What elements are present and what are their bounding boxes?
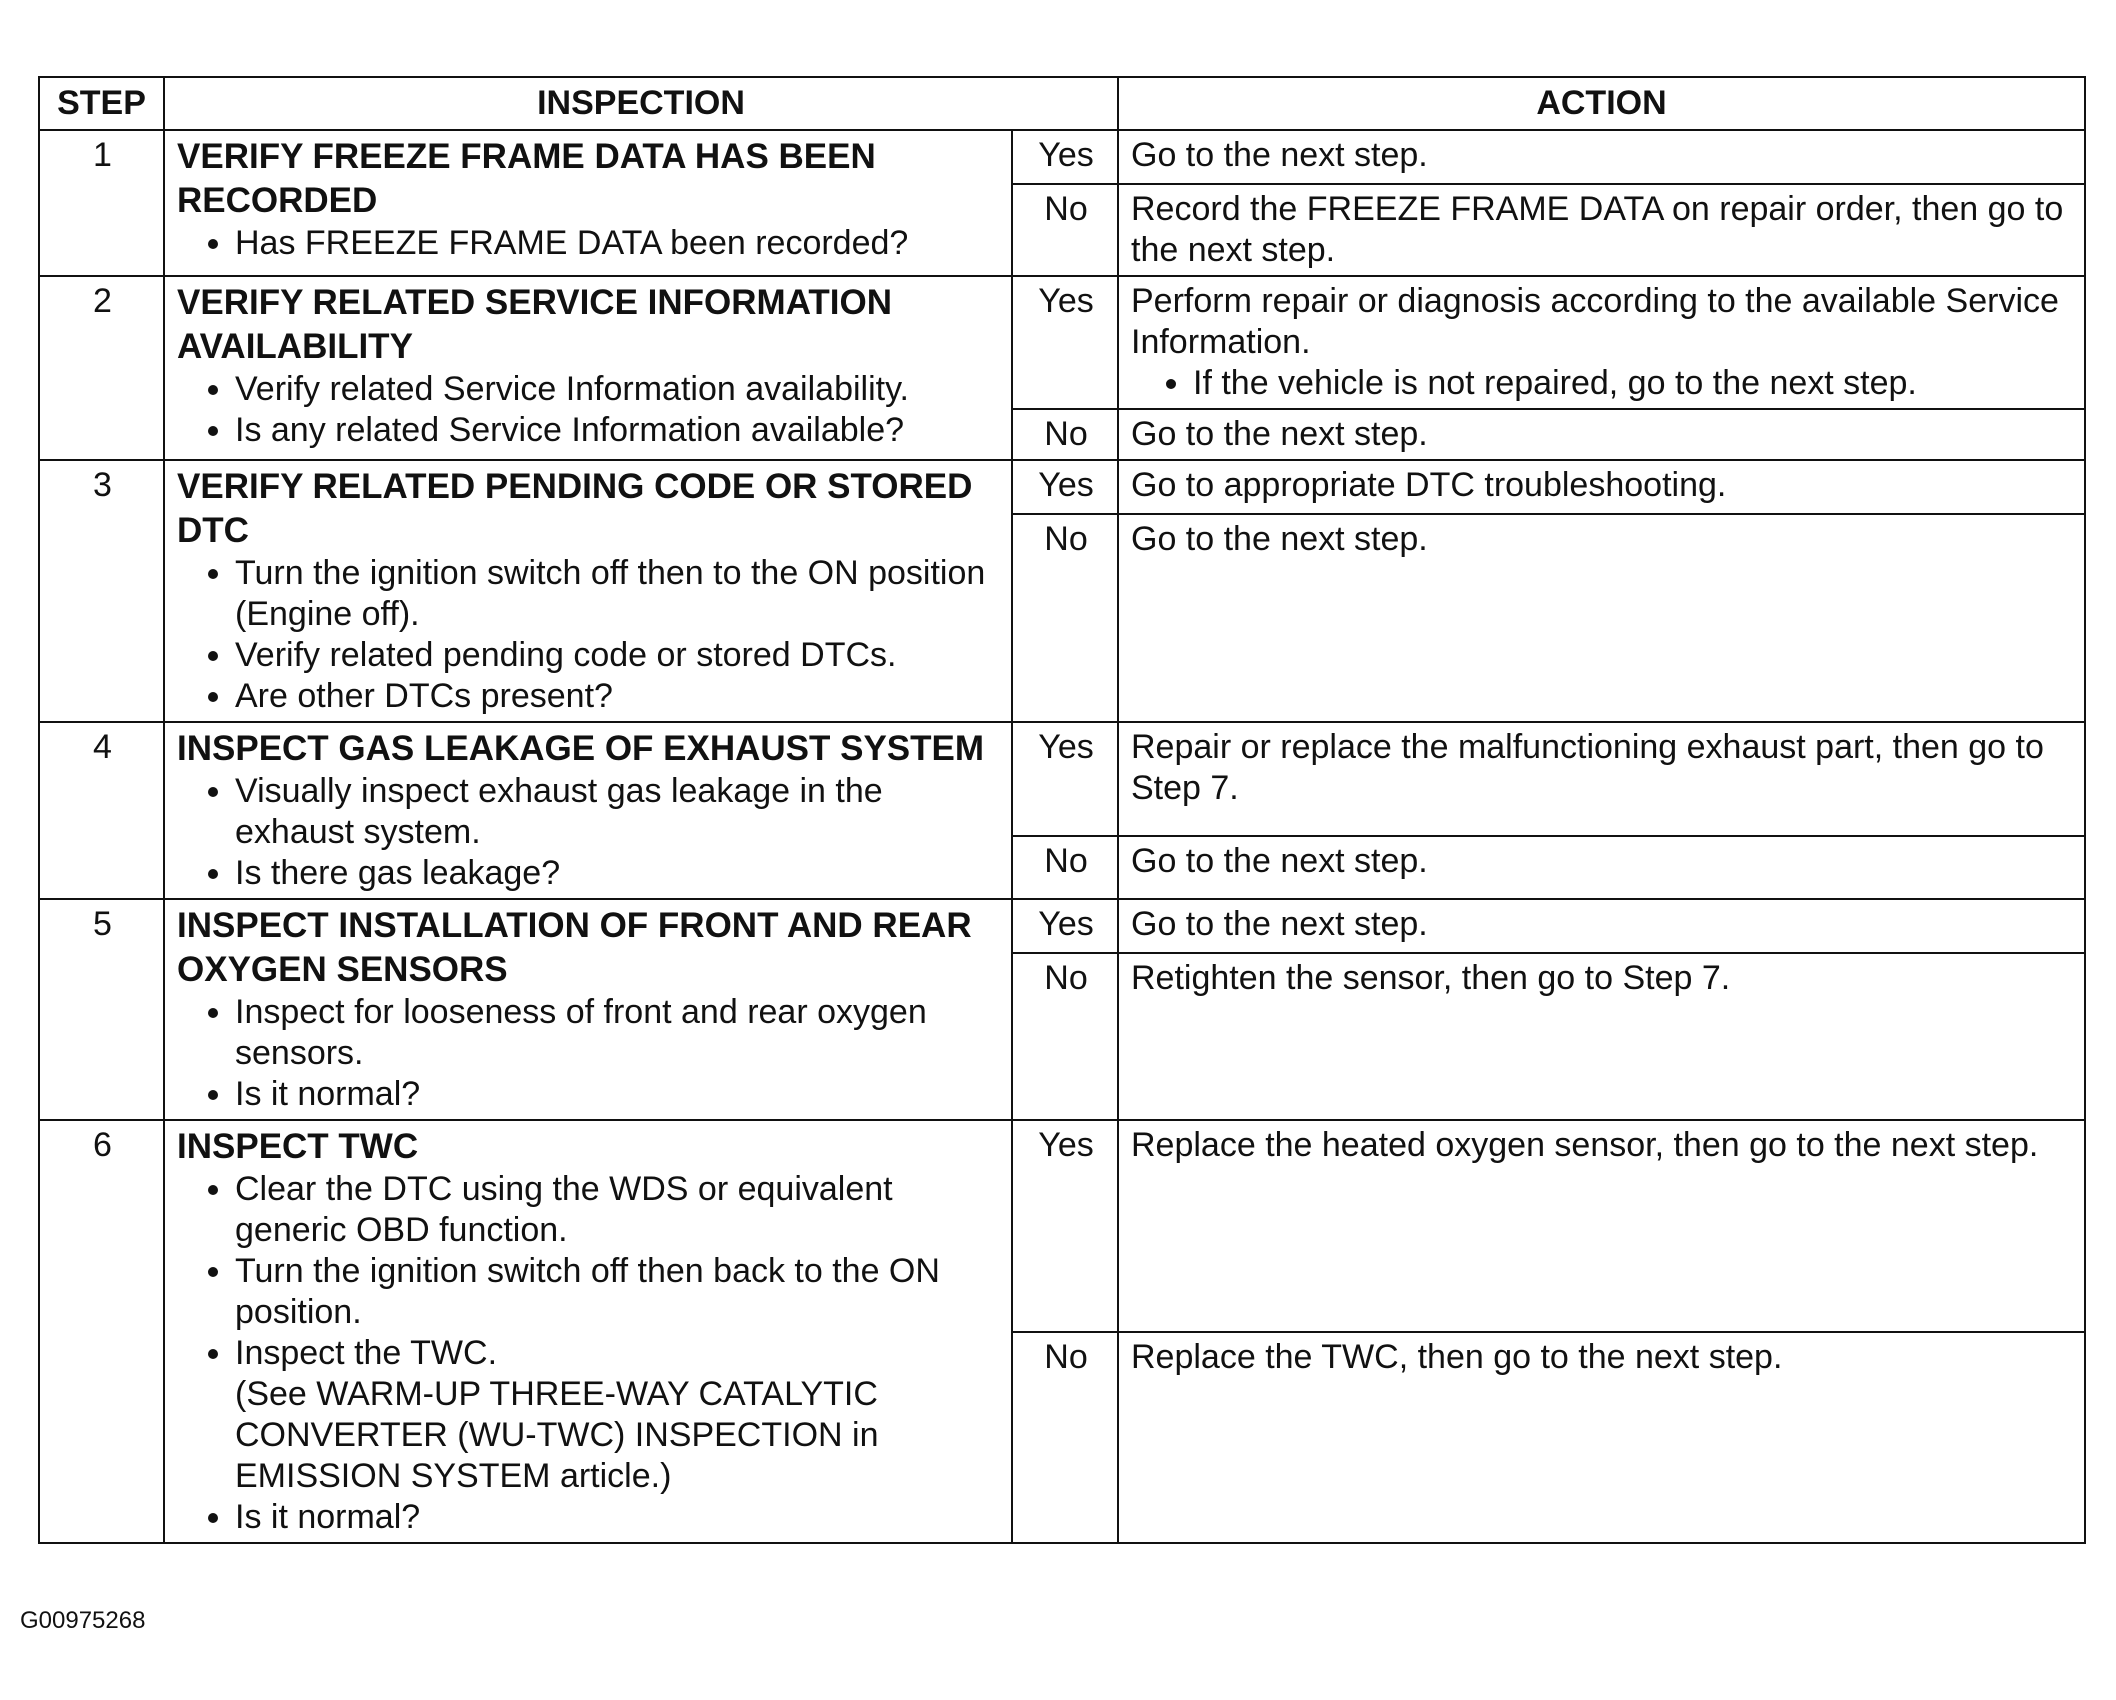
inspection-bullet: • Is any related Service Information available? xyxy=(235,410,1001,451)
yes-action-cell xyxy=(1118,276,2085,409)
no-label: No xyxy=(1012,836,1118,899)
yes-action: Repair or replace the malfunctioning exhaust part, then go to Step 7. xyxy=(1118,722,2085,836)
action-sub-bullet: • If the vehicle is not repaired, go to the next step. xyxy=(1193,363,2074,404)
yes-action: Perform repair or diagnosis according to the available Service Information. xyxy=(1131,282,2059,361)
no-label: No xyxy=(1012,953,1118,1120)
inspection-bullet: • Verify related pending code or stored DTCs. xyxy=(235,635,1001,676)
step-number: 1 xyxy=(39,130,164,276)
inspection-bullet: • Inspect for looseness of front and rear oxygen sensors. xyxy=(235,992,1001,1074)
table-row xyxy=(39,130,2085,184)
inspection-bullet: • Has FREEZE FRAME DATA been recorded? xyxy=(235,223,1001,264)
no-label: No xyxy=(1012,409,1118,460)
step-number: 6 xyxy=(39,1120,164,1543)
inspection-title: VERIFY RELATED PENDING CODE OR STORED DTC xyxy=(177,467,973,550)
no-label: No xyxy=(1012,1332,1118,1544)
no-label: No xyxy=(1012,514,1118,722)
inspection-bullet: • Is it normal? xyxy=(235,1074,1001,1115)
inspection-bullet: • Is there gas leakage? xyxy=(235,853,1001,894)
step-number: 3 xyxy=(39,460,164,722)
no-label: No xyxy=(1012,184,1118,276)
table-header-row xyxy=(39,77,2085,130)
inspection-cell xyxy=(164,130,1012,276)
inspection-bullet: • Turn the ignition switch off then to the ON position (Engine off). xyxy=(235,553,1001,635)
step-number: 5 xyxy=(39,899,164,1120)
yes-label: Yes xyxy=(1012,722,1118,836)
header-step: STEP xyxy=(39,77,164,130)
no-action: Record the FREEZE FRAME DATA on repair order, then go to the next step. xyxy=(1118,184,2085,276)
table-row xyxy=(39,276,2085,409)
inspection-cell xyxy=(164,460,1012,722)
yes-action: Go to appropriate DTC troubleshooting. xyxy=(1118,460,2085,514)
yes-action: Go to the next step. xyxy=(1118,130,2085,184)
no-action: Go to the next step. xyxy=(1118,409,2085,460)
inspection-bullet xyxy=(235,1333,1001,1497)
inspection-bullet: • Visually inspect exhaust gas leakage in the exhaust system. xyxy=(235,771,1001,853)
header-inspection: INSPECTION xyxy=(164,77,1118,130)
inspection-cell xyxy=(164,722,1012,899)
see-reference-note: (See WARM-UP THREE-WAY CATALYTIC CONVERTER (WU-TWC) INSPECTION in EMISSION SYSTEM article.) xyxy=(235,1375,879,1495)
no-action: Retighten the sensor, then go to Step 7. xyxy=(1118,953,2085,1120)
yes-label: Yes xyxy=(1012,130,1118,184)
yes-label: Yes xyxy=(1012,899,1118,953)
inspection-cell xyxy=(164,899,1012,1120)
inspection-cell xyxy=(164,276,1012,460)
inspection-bullet: • Verify related Service Information availability. xyxy=(235,369,1001,410)
table-row xyxy=(39,722,2085,836)
inspection-bullet: • Is it normal? xyxy=(235,1497,1001,1538)
step-number: 2 xyxy=(39,276,164,460)
yes-label: Yes xyxy=(1012,276,1118,409)
inspection-title: INSPECT GAS LEAKAGE OF EXHAUST SYSTEM xyxy=(177,729,985,768)
diagnostic-procedure-table xyxy=(38,76,2086,1544)
inspection-title: VERIFY FREEZE FRAME DATA HAS BEEN RECORDED xyxy=(177,137,876,220)
inspection-title: INSPECT INSTALLATION OF FRONT AND REAR OXYGEN SENSORS xyxy=(177,906,972,989)
inspection-title: VERIFY RELATED SERVICE INFORMATION AVAILABILITY xyxy=(177,283,892,366)
yes-action: Replace the heated oxygen sensor, then go to the next step. xyxy=(1118,1120,2085,1332)
step-number: 4 xyxy=(39,722,164,899)
header-action: ACTION xyxy=(1118,77,2085,130)
inspection-bullet: • Are other DTCs present? xyxy=(235,676,1001,717)
table-row xyxy=(39,460,2085,514)
table-row xyxy=(39,899,2085,953)
table-row xyxy=(39,1120,2085,1332)
yes-label: Yes xyxy=(1012,460,1118,514)
inspection-cell xyxy=(164,1120,1012,1543)
no-action: Go to the next step. xyxy=(1118,836,2085,899)
inspection-bullet: • Turn the ignition switch off then back to the ON position. xyxy=(235,1251,1001,1333)
inspection-title: INSPECT TWC xyxy=(177,1127,419,1166)
no-action: Replace the TWC, then go to the next step. xyxy=(1118,1332,2085,1544)
yes-action: Go to the next step. xyxy=(1118,899,2085,953)
no-action: Go to the next step. xyxy=(1118,514,2085,722)
yes-label: Yes xyxy=(1012,1120,1118,1332)
inspection-bullet: • Clear the DTC using the WDS or equivalent generic OBD function. xyxy=(235,1169,1001,1251)
figure-id: G00975268 xyxy=(20,1607,146,1634)
inspect-twc-text: • Inspect the TWC. xyxy=(235,1334,498,1372)
